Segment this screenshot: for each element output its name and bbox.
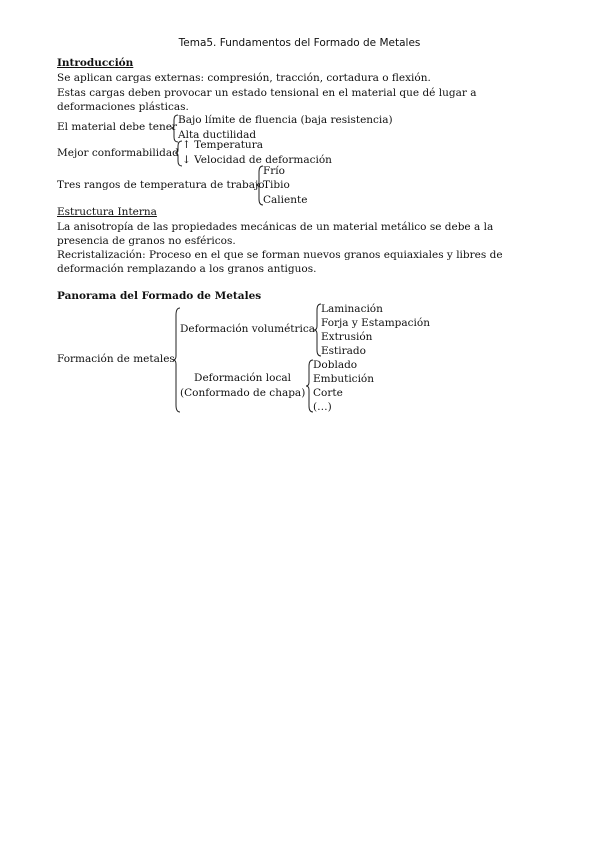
volumetrica-item-estirado: Estirado xyxy=(321,345,366,357)
volumetrica-item-forja: Forja y Estampación xyxy=(321,317,430,329)
temperatura-item-frio: Frío xyxy=(263,165,285,177)
temperatura-label: Tres rangos de temperatura de trabajo xyxy=(57,179,265,191)
estructura-heading: Estructura Interna xyxy=(57,206,157,218)
intro-line-2: Estas cargas deben provocar un estado tensional en el material que dé lugar a deformaciones plásticas. xyxy=(57,87,477,113)
volumetrica-label: Deformación volumétrica xyxy=(180,323,316,335)
panorama-heading: Panorama del Formado de Metales xyxy=(57,290,262,302)
temperatura-item-tibio: Tibio xyxy=(263,179,290,191)
material-item-1: Bajo límite de fluencia (baja resistencia) xyxy=(178,114,393,126)
local-item-ellipsis: (…) xyxy=(313,401,332,413)
volumetrica-item-laminacion: Laminación xyxy=(321,303,383,315)
temperatura-item-caliente: Caliente xyxy=(263,194,308,206)
local-label-line-2: (Conformado de chapa) xyxy=(180,387,306,399)
conformabilidad-item-1: ↑ Temperatura xyxy=(182,139,263,151)
intro-line-1: Se aplican cargas externas: compresión, tracción, cortadura o flexión. xyxy=(57,72,431,84)
conformabilidad-label: Mejor conformabilidad xyxy=(57,147,179,159)
material-label: El material debe tener xyxy=(57,121,177,133)
page-title: Tema5. Fundamentos del Formado de Metales xyxy=(178,37,421,49)
local-label-line-1: Deformación local xyxy=(194,372,291,384)
intro-heading: Introducción xyxy=(57,57,134,69)
local-item-corte: Corte xyxy=(313,387,343,399)
formacion-root-label: Formación de metales xyxy=(57,353,175,365)
conformabilidad-item-2: ↓ Velocidad de deformación xyxy=(182,154,332,166)
material-item-2: Alta ductilidad xyxy=(178,129,257,141)
estructura-line-2: Recristalización: Proceso en el que se forman nuevos granos equiaxiales y libres de deformación remplazando a los granos antiguos. xyxy=(57,249,503,275)
volumetrica-item-extrusion: Extrusión xyxy=(321,331,373,343)
estructura-line-1: La anisotropía de las propiedades mecánicas de un material metálico se debe a la presencia de granos no esféricos. xyxy=(57,221,494,247)
local-item-embuticion: Embutición xyxy=(313,373,375,385)
local-item-doblado: Doblado xyxy=(313,359,358,371)
